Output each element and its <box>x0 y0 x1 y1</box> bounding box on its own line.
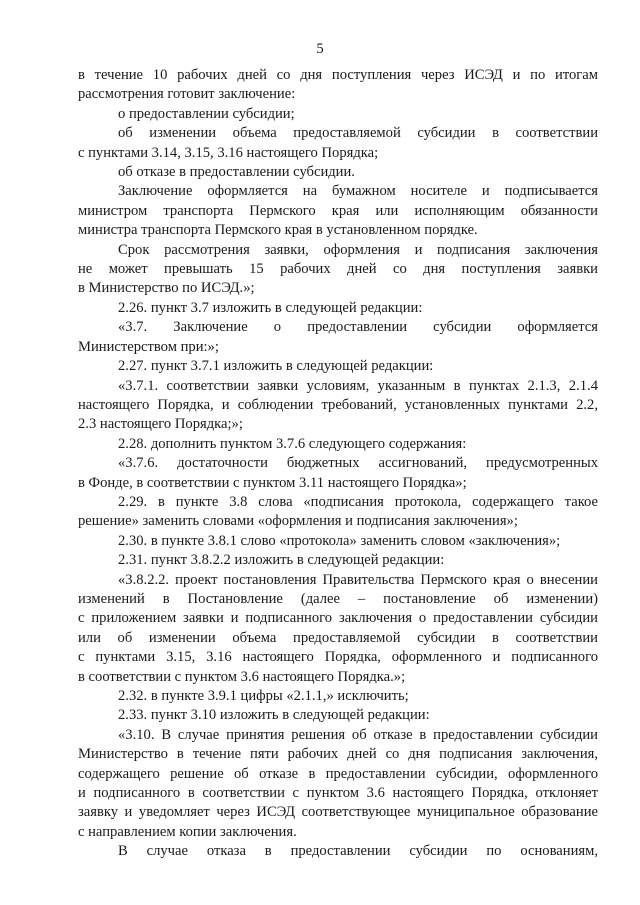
text-line: с пунктами 3.14, 3.15, 3.16 настоящего Порядка; <box>78 144 379 161</box>
text-line: решение» заменить словами «оформления и подписания заключения»; <box>78 513 518 530</box>
text-line: в Фонде, в соответствии с пунктом 3.11 настоящего Порядка»; <box>78 474 467 491</box>
text-line: «3.8.2.2. проект постановления Правительства Пермского края о внесении <box>118 571 598 588</box>
text-line: заявку и уведомляет через ИСЭД соответствующее муниципальное образование <box>78 804 598 821</box>
text-line: с приложением заявки и подписанного заключения о предоставлении субсидии <box>78 610 598 627</box>
text-line: рассмотрения готовит заключение: <box>78 86 296 103</box>
text-line: 2.29. в пункте 3.8 слова «подписания протокола, содержащего такое <box>118 493 598 510</box>
text-line: в Министерство по ИСЭД.»; <box>78 280 255 297</box>
text-line: В случае отказа в предоставлении субсидии по основаниям, <box>118 843 598 860</box>
text-line: «3.10. В случае принятия решения об отказе в предоставлении субсидии <box>118 726 598 743</box>
text-line: 2.30. в пункте 3.8.1 слово «протокола» заменить словом «заключения»; <box>118 532 561 549</box>
page-number: 5 <box>316 41 324 57</box>
text-line: изменений в Постановление (далее – постановление об изменении) <box>78 590 598 607</box>
text-line: содержащего решение об отказе в предоставлении субсидии, оформленного <box>78 765 598 782</box>
text-line: в соответствии с пунктом 3.6 настоящего Порядка.»; <box>78 668 406 685</box>
text-line: 2.32. в пункте 3.9.1 цифры «2.1.1,» исключить; <box>118 688 409 704</box>
text-line: не может превышать 15 рабочих дней со дня поступления заявки <box>78 261 598 278</box>
text-line: Министерство в течение пяти рабочих дней со дня подписания заключения, <box>78 746 598 763</box>
text-line: с пунктами 3.15, 3.16 настоящего Порядка, оформленного и подписанного <box>78 649 598 666</box>
text-line: «3.7. Заключение о предоставлении субсидии оформляется <box>118 319 598 336</box>
text-line: 2.27. пункт 3.7.1 изложить в следующей редакции: <box>118 358 434 375</box>
text-line: Заключение оформляется на бумажном носителе и подписывается <box>118 183 598 200</box>
text-line: 2.31. пункт 3.8.2.2 изложить в следующей редакции: <box>118 552 445 569</box>
text-line: или об изменении объема предоставляемой субсидии в соответствии <box>78 629 598 646</box>
text-line: 2.33. пункт 3.10 изложить в следующей редакции: <box>118 707 430 724</box>
text-line: с направлением копии заключения. <box>78 823 297 840</box>
text-line: настоящего Порядка, и соблюдении требований, установленных пунктами 2.2, <box>78 396 598 413</box>
text-line: Срок рассмотрения заявки, оформления и подписания заключения <box>118 241 598 258</box>
text-line: 2.26. пункт 3.7 изложить в следующей редакции: <box>118 299 423 316</box>
text-line: министра транспорта Пермского края в установленном порядке. <box>78 222 478 239</box>
text-line: об отказе в предоставлении субсидии. <box>118 164 355 181</box>
text-line: о предоставлении субсидии; <box>118 105 295 122</box>
text-line: в течение 10 рабочих дней со дня поступления через ИСЭД и по итогам <box>78 67 598 83</box>
text-line: министром транспорта Пермского края или исполняющим обязанности <box>78 202 598 219</box>
text-line: 2.3 настоящего Порядка;»; <box>78 416 243 433</box>
text-line: Министерством при:»; <box>78 338 219 355</box>
text-line: «3.7.1. соответствии заявки условиям, указанным в пунктах 2.1.3, 2.1.4 <box>118 377 598 394</box>
text-line: 2.28. дополнить пунктом 3.7.6 следующего содержания: <box>118 435 467 452</box>
text-line: об изменении объема предоставляемой субсидии в соответствии <box>118 125 598 142</box>
document-body <box>78 66 598 862</box>
text-line: и подписанного в соответствии с пунктом 3.6 настоящего Порядка, отклоняет <box>78 785 598 802</box>
text-line: «3.7.6. достаточности бюджетных ассигнований, предусмотренных <box>118 455 598 472</box>
